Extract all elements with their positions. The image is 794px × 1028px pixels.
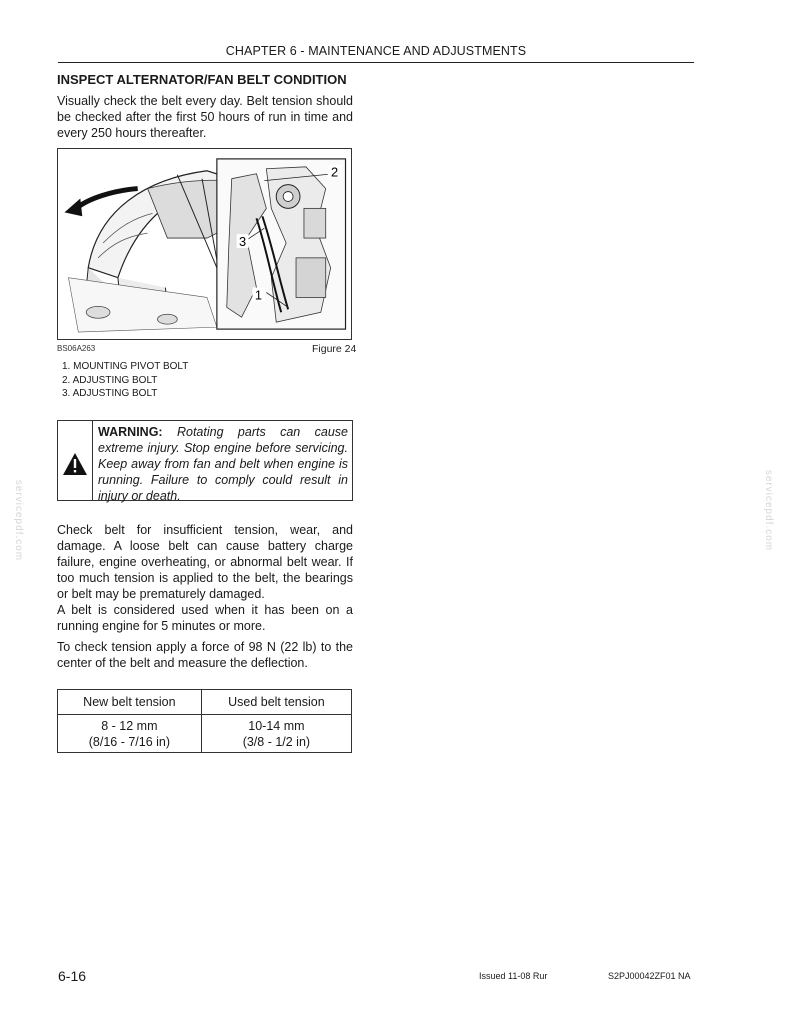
table-row (58, 715, 352, 753)
callout-1: 1 (254, 287, 263, 303)
belt-tension-table (57, 689, 352, 753)
table-cell-line: (3/8 - 1/2 in) (242, 734, 311, 749)
legend-item: 1. MOUNTING PIVOT BOLT (62, 361, 189, 372)
table-cell-line: 8 - 12 mm (101, 718, 158, 733)
section-title: INSPECT ALTERNATOR/FAN BELT CONDITION (57, 72, 347, 87)
warning-icon-cell (58, 421, 93, 500)
chapter-header (58, 44, 694, 63)
warning-body: Rotating parts can cause extreme injury. Stop engine before servicing. Keep away from fan and belt when engine is running. Failure to comply could result in injury or death. (98, 425, 348, 503)
watermark-right: servicepdf.com (763, 469, 775, 552)
figure-code: BS06A263 (57, 344, 96, 353)
callout-3: 3 (239, 233, 247, 249)
intro-paragraph: Visually check the belt every day. Belt tension should be checked after the first 50 hours of run in time and every 250 hours thereafter. (57, 94, 353, 140)
figure-label: Figure 24 (312, 343, 357, 355)
legend-item: 2. ADJUSTING BOLT (62, 374, 158, 386)
figure-illustration (57, 148, 352, 340)
table-header-cell: New belt tension (58, 690, 202, 715)
callout-2: 2 (331, 164, 339, 180)
warning-text (98, 424, 348, 504)
table-cell-line: 10-14 mm (248, 718, 305, 733)
legend-item: 3. ADJUSTING BOLT (62, 388, 158, 399)
table-cell (58, 715, 202, 753)
table-cell (201, 715, 351, 753)
chapter-title: CHAPTER 6 - MAINTENANCE AND ADJUSTMENTS (225, 44, 527, 58)
body-paragraph-2: A belt is considered used when it has been on a running engine for 5 minutes or more. (57, 603, 353, 633)
table-cell-line: (8/16 - 7/16 in) (88, 734, 171, 749)
table-header-row (58, 690, 352, 715)
watermark-left: servicepdf.com (13, 479, 25, 562)
warning-heading: WARNING: (98, 425, 163, 439)
body-paragraph-3: To check tension apply a force of 98 N (22 lb) to the center of the belt and measure the deflection. (57, 640, 353, 670)
warning-triangle-icon (58, 421, 92, 500)
issued-date: Issued 11-08 Rur (479, 971, 548, 981)
figure-legend (62, 360, 188, 401)
body-paragraph-1: Check belt for insufficient tension, wear, and damage. A loose belt can cause battery charge failure, engine overheating, or abnormal belt wear. If too much tension is applied to the belt, the bearings or belt may be prematurely damaged. (57, 523, 353, 601)
page-number: 6-16 (58, 968, 87, 984)
document-code: S2PJ00042ZF01 NA (608, 971, 691, 981)
warning-box (57, 420, 353, 501)
table-header-cell: Used belt tension (201, 690, 351, 715)
engine-belt-illustration (58, 149, 351, 339)
